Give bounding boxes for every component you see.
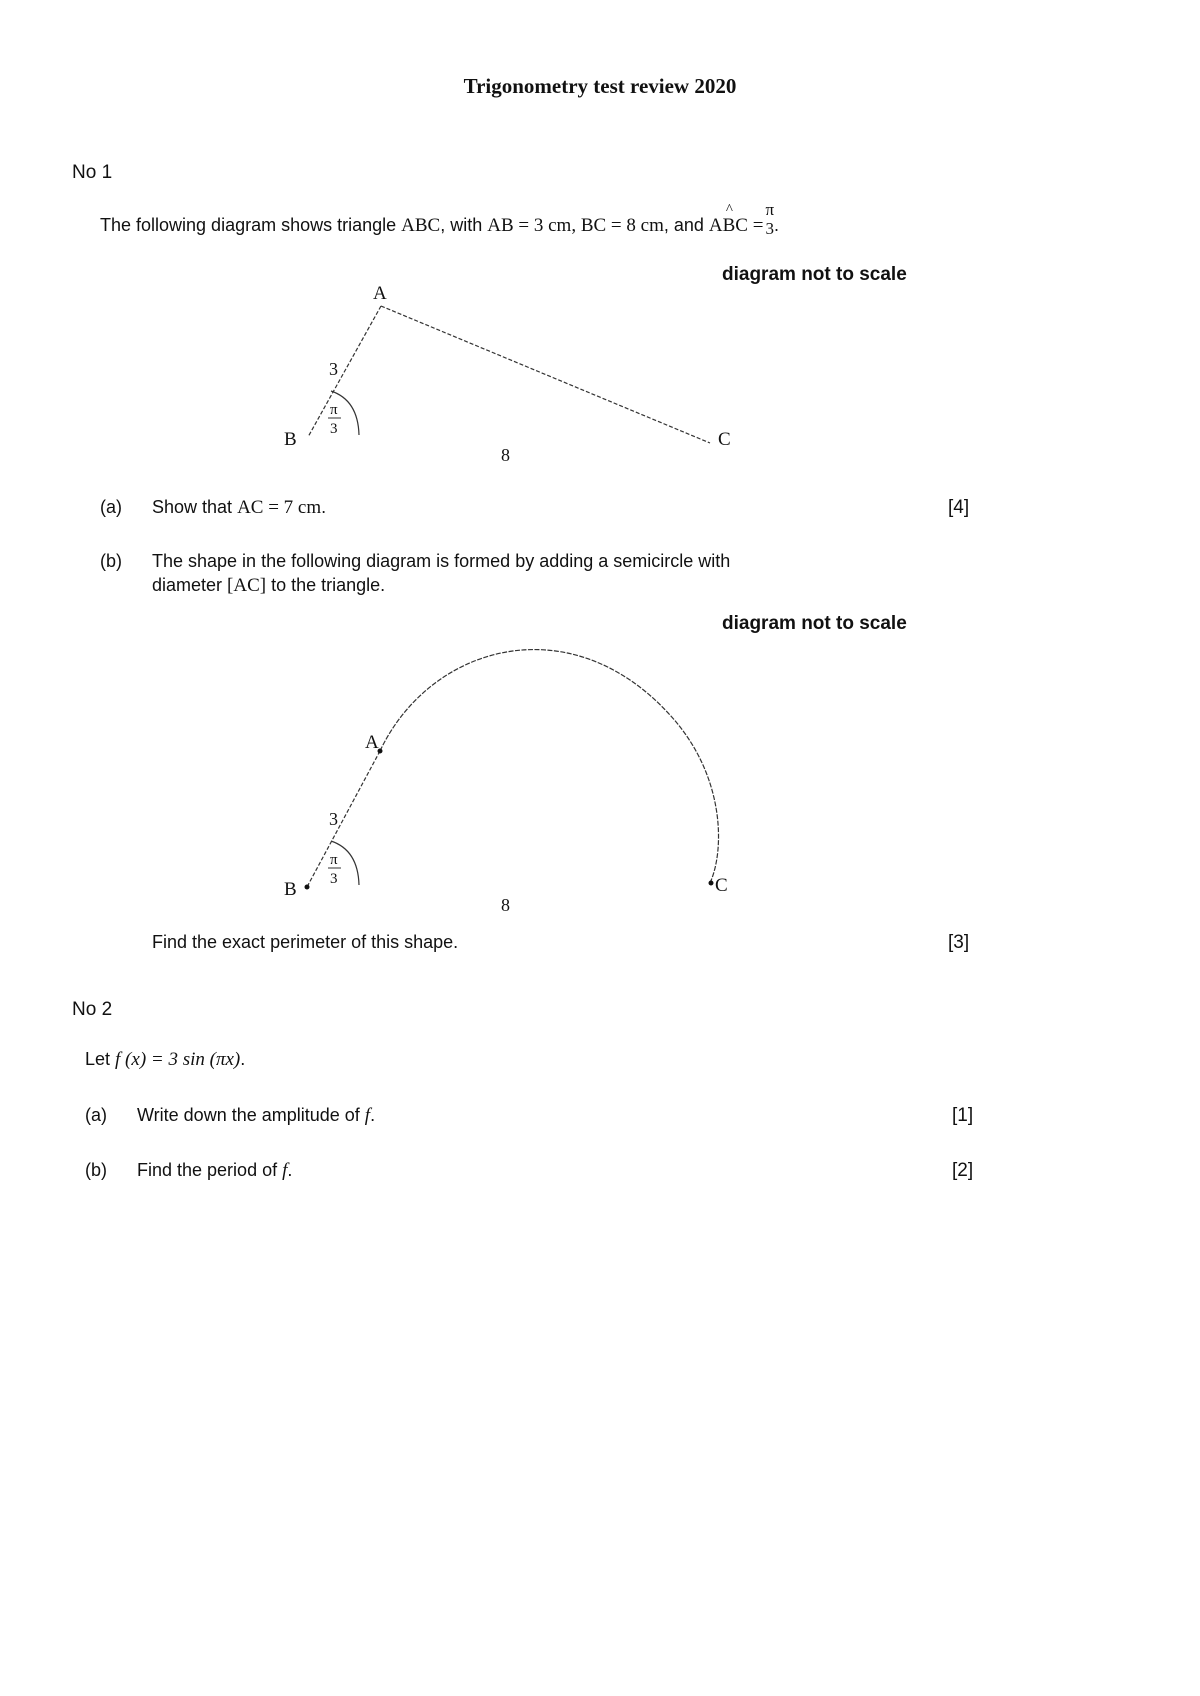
q2-part-b-label: (b) (85, 1160, 107, 1180)
side-bc-length: 8 (501, 895, 510, 915)
question-1-label: No 1 (72, 162, 113, 183)
angle-hat: ^ (725, 201, 733, 218)
vertex-b-label: B (284, 429, 297, 450)
q2-part-b-text: Find the period of f. (137, 1160, 293, 1181)
q1-part-b-line1: The shape in the following diagram is formed by adding a semicircle with (152, 551, 731, 571)
q1-part-a-text: Show that AC = 7 cm. (152, 497, 327, 518)
intro-and: , and (663, 214, 709, 235)
triangle-diagram (270, 280, 740, 470)
side-ab-length: 3 (329, 359, 338, 379)
intro-ab: AB = 3 cm (487, 214, 572, 236)
side-ab (307, 751, 380, 887)
intro-with: , with (440, 214, 488, 235)
vertex-a-label: A (365, 732, 379, 753)
q1-part-b-label: (b) (100, 551, 122, 571)
intro-text: The following diagram shows triangle (100, 214, 402, 235)
intro-angle: ^ ABC = (708, 201, 764, 236)
intro-bc: BC = 8 cm (580, 214, 664, 236)
vertex-a-label: A (373, 283, 387, 304)
side-ac (381, 306, 710, 443)
angle-denominator: 3 (330, 871, 338, 887)
q1-part-b-marks: [3] (948, 932, 970, 953)
semicircle-diagram (270, 625, 740, 915)
q1-part-b-question: Find the exact perimeter of this shape. (152, 932, 459, 952)
q2-part-b-marks: [2] (952, 1160, 974, 1181)
side-ab (308, 306, 381, 437)
point-b (305, 885, 310, 890)
question-1-intro (100, 200, 780, 238)
angle-numerator: π (330, 852, 338, 868)
diagram-note-2: diagram not to scale (722, 613, 907, 634)
diagram-note-1: diagram not to scale (722, 264, 907, 285)
q2-definition: Let f (x) = 3 sin (πx). (85, 1049, 246, 1070)
q1-part-a-marks: [4] (948, 497, 970, 518)
intro-pi-fraction: π 3 (765, 200, 775, 238)
intro-end: . (774, 214, 780, 235)
q2-part-a-marks: [1] (952, 1105, 974, 1126)
vertex-c-label: C (715, 875, 728, 896)
side-ab-length: 3 (329, 809, 338, 829)
q2-part-a-label: (a) (85, 1105, 107, 1125)
angle-numerator: π (330, 402, 338, 418)
intro-sep: , (571, 214, 581, 236)
intro-triangle: ABC (401, 214, 441, 236)
question-2-label: No 2 (72, 999, 113, 1020)
point-c (709, 881, 714, 886)
angle-denominator: 3 (330, 421, 338, 437)
vertex-c-label: C (718, 429, 731, 450)
q1-part-b-line2: diameter [AC] to the triangle. (152, 575, 386, 596)
semicircle-arc (380, 650, 719, 883)
q2-part-a-text: Write down the amplitude of f. (137, 1105, 376, 1126)
page-title: Trigonometry test review 2020 (463, 74, 737, 98)
side-bc-length: 8 (501, 445, 510, 465)
q1-part-a-label: (a) (100, 497, 122, 517)
vertex-b-label: B (284, 879, 297, 900)
